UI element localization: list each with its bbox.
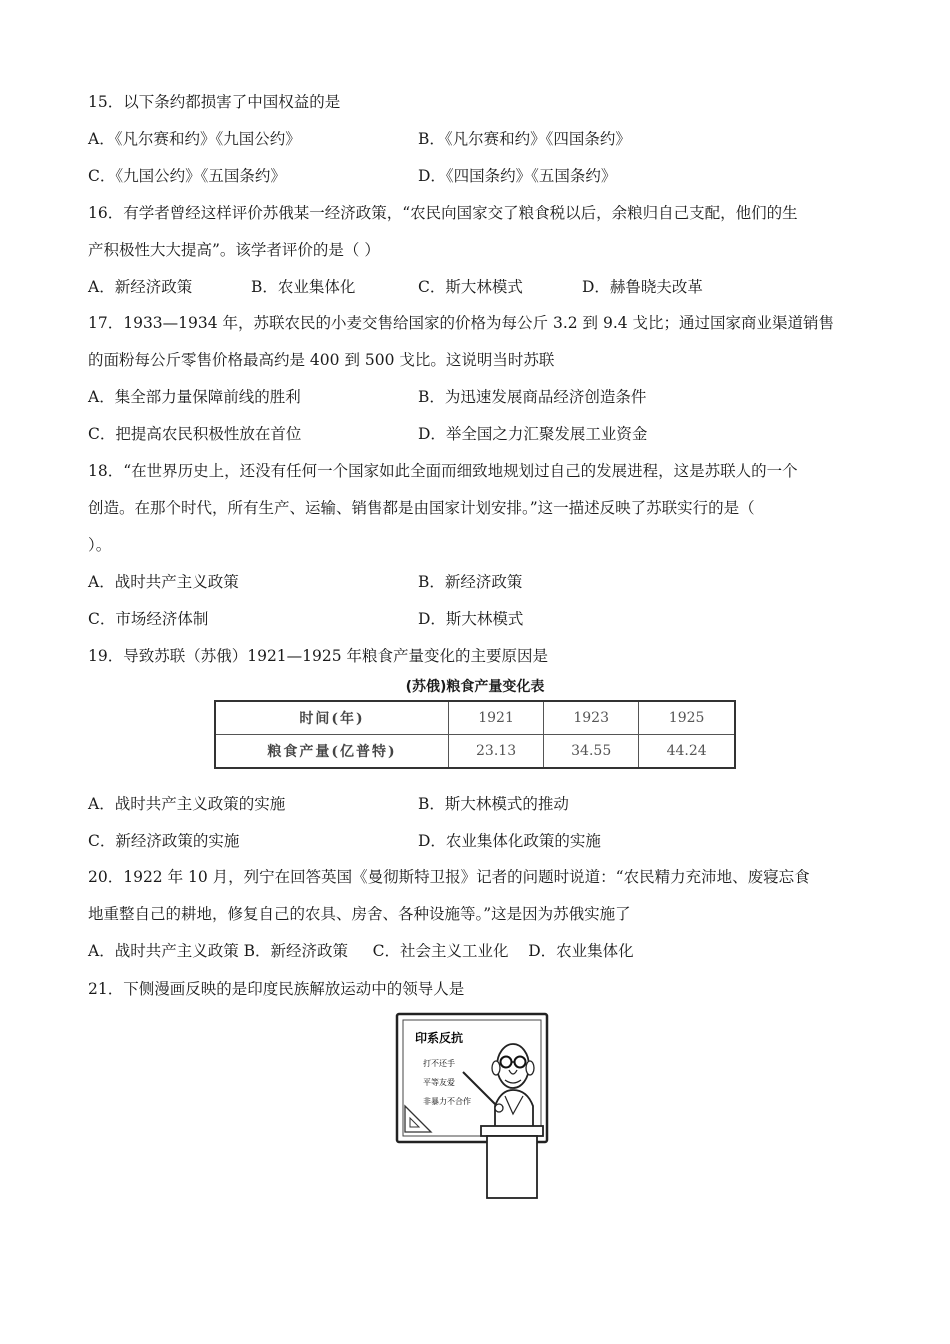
year-cell: 1925 [639, 701, 735, 735]
q15-stem: 15．以下条约都损害了中国权益的是 [88, 93, 341, 111]
board-title: 印系反抗 [415, 1031, 464, 1045]
q18-option-c: C．市场经济体制 [88, 610, 209, 628]
year-row-label: 时间(年) [215, 701, 449, 735]
q20-options: A．战时共产主义政策 B．新经济政策 C．社会主义工业化 D．农业集体化 [88, 942, 634, 960]
q18-stem-line3: ）。 [88, 536, 112, 554]
gandhi-cartoon-image [383, 1010, 549, 1200]
q19-option-d: D．农业集体化政策的实施 [418, 832, 601, 850]
q21-stem: 21．下侧漫画反映的是印度民族解放运动中的领导人是 [88, 980, 465, 998]
year-cell: 1921 [449, 701, 544, 735]
q18-stem-line2: 创造。在那个时代，所有生产、运输、销售都是由国家计划安排。”这一描述反映了苏联实行的是（ [88, 499, 755, 517]
output-row-label: 粮食产量(亿普特) [215, 735, 449, 769]
q15-option-b: B．《凡尔赛和约》《四国条约》 [418, 130, 631, 148]
grain-output-table [214, 700, 736, 769]
output-cell: 34.55 [544, 735, 639, 769]
q19-stem: 19．导致苏联（苏俄）1921—1925 年粮食产量变化的主要原因是 [88, 647, 549, 665]
q17-stem-line2: 的面粉每公斤零售价格最高约是 400 到 500 戈比。这说明当时苏联 [88, 351, 555, 369]
q16-option-d: D．赫鲁晓夫改革 [582, 278, 703, 296]
grain-table-title: (苏俄)粮食产量变化表 [405, 679, 545, 695]
q15-option-a: A．《凡尔赛和约》《九国公约》 [88, 130, 301, 148]
board-line: 非暴力不合作 [423, 1097, 471, 1106]
q18-option-b: B．新经济政策 [418, 573, 523, 591]
q18-option-d: D．斯大林模式 [418, 610, 524, 628]
figure-hand [495, 1104, 503, 1112]
q17-option-c: C．把提高农民积极性放在首位 [88, 425, 302, 443]
q18-option-a: A．战时共产主义政策 [88, 573, 239, 591]
q17-option-d: D．举全国之力汇聚发展工业资金 [418, 425, 648, 443]
q16-stem-line2: 产积极性大大提高”。该学者评价的是（ ） [88, 241, 380, 259]
q17-stem-line1: 17．1933—1934 年，苏联农民的小麦交售给国家的价格为每公斤 3.2 到 9.4 戈比；通过国家商业渠道销售 [88, 314, 835, 332]
q16-option-a: A．新经济政策 [88, 278, 193, 296]
q16-stem-line1: 16．有学者曾经这样评价苏俄某一经济政策，“农民向国家交了粮食税以后，余粮归自己支配，他们的生 [88, 204, 798, 222]
board-line: 打不还手 [423, 1059, 455, 1068]
q19-option-b: B．斯大林模式的推动 [418, 795, 569, 813]
lectern [487, 1136, 537, 1198]
q17-option-a: A．集全部力量保障前线的胜利 [88, 388, 301, 406]
table-row [215, 735, 735, 769]
q19-option-a: A．战时共产主义政策的实施 [88, 795, 286, 813]
year-cell: 1923 [544, 701, 639, 735]
output-cell: 23.13 [449, 735, 544, 769]
q15-option-c: C．《九国公约》《五国条约》 [88, 167, 286, 185]
q16-option-c: C．斯大林模式 [418, 278, 523, 296]
lectern-top [481, 1126, 543, 1136]
q18-stem-line1: 18．“在世界历史上，还没有任何一个国家如此全面而细致地规划过自己的发展进程，这是苏联人的一个 [88, 462, 798, 480]
q20-stem-line1: 20．1922 年 10 月，列宁在回答英国《曼彻斯特卫报》记者的问题时说道：“农民精力充沛地、废寝忘食 [88, 868, 810, 886]
q15-option-d: D．《四国条约》《五国条约》 [418, 167, 617, 185]
q16-option-b: B．农业集体化 [251, 278, 356, 296]
q20-stem-line2: 地重整自己的耕地，修复自己的农具、房舍、各种设施等。”这是因为苏俄实施了 [88, 905, 631, 923]
board-line: 平等友爱 [423, 1078, 455, 1087]
table-row [215, 701, 735, 735]
output-cell: 44.24 [639, 735, 735, 769]
q19-option-c: C．新经济政策的实施 [88, 832, 240, 850]
q17-option-b: B．为迅速发展商品经济创造条件 [418, 388, 647, 406]
